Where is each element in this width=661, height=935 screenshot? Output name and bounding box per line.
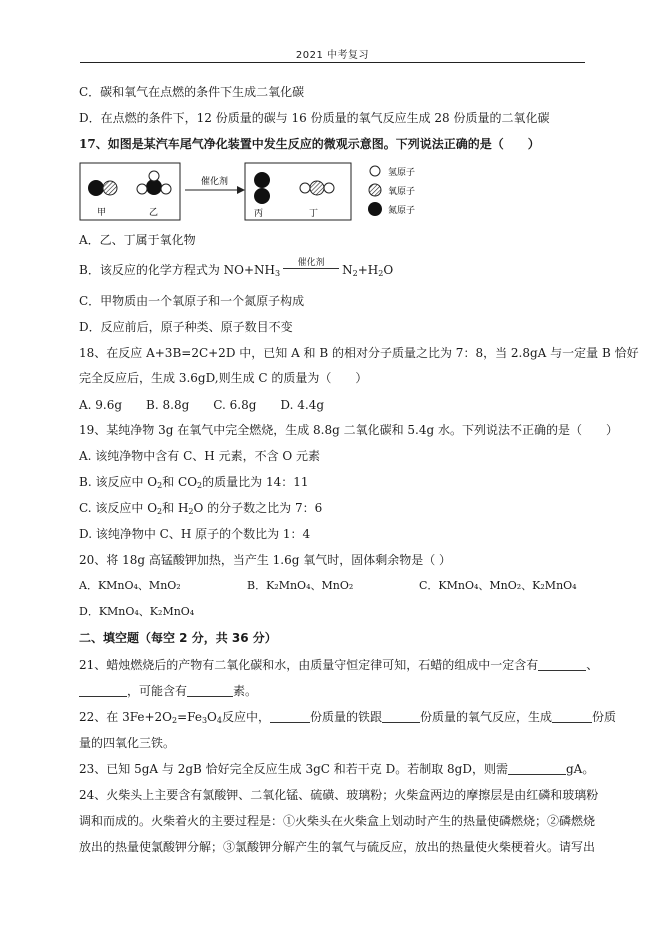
q19-option-b: B. 该反应中 $O_2$和 $CO_2$的质量比为 14：11 — [79, 475, 309, 490]
q21-blank-1 — [538, 658, 586, 671]
equation-catalyst-arrow: 催化剂 — [283, 263, 339, 279]
q17-option-b: B．该反应的化学方程式为 $NO+NH_3$ 催化剂 $N_2+H_2O$ — [79, 257, 394, 278]
bing-n-atom-top — [254, 172, 270, 188]
q17-option-c: C．甲物质由一个氧原子和一个氮原子构成 — [79, 294, 305, 308]
q19-option-d: D. 该纯净物中 C、H 原子的个数比为 1：4 — [79, 527, 311, 541]
q18-stem-line1: 18、在反应 A+3B=2C+2D 中，已知 A 和 B 的相对分子质量之比为 7：8，当 2.8gA 与一定量 B 恰好 — [79, 346, 639, 360]
legend-n-icon — [368, 202, 382, 216]
jia-n-atom — [88, 180, 104, 196]
q22-line1: 22、在 $3Fe+2O_2=Fe_3O_4$反应中， 份质量的铁跟 份质量的氧气反应，生成 份质 — [79, 710, 617, 725]
arrow-head — [237, 186, 245, 194]
q24-line2: 调和而成的。火柴着火的主要过程是：①火柴头在火柴盒上划动时产生的热量使磷燃烧；②磷燃烧 — [79, 814, 596, 828]
q20-option-c: C．KMnO₄、MnO₂、K₂MnO₄ — [419, 579, 577, 592]
jia-o-atom — [103, 181, 117, 195]
label-ding: 丁 — [309, 209, 319, 219]
legend-h-label: 氢原子 — [388, 168, 416, 178]
q20-option-b: B．K₂MnO₄、MnO₂ — [247, 579, 354, 592]
q21-blank-3 — [187, 684, 233, 697]
yi-h-atom-right — [161, 184, 171, 194]
reaction-diagram — [79, 160, 469, 222]
ding-h-atom-left — [300, 183, 310, 193]
page-header: 2021 中考复习 — [295, 50, 370, 61]
q20-option-d: D．KMnO₄、K₂MnO₄ — [79, 605, 195, 618]
q19-stem: 19、某纯净物 3g 在氧气中完全燃烧，生成 8.8g 二氧化碳和 5.4g 水。下列说法不正确的是（ ） — [79, 423, 619, 437]
q22-blank-1 — [270, 710, 310, 723]
q16-option-c: C．碳和氧气在点燃的条件下生成二氧化碳 — [79, 85, 305, 99]
q22-line2: 量的四氧化三铁。 — [79, 736, 176, 750]
label-bing: 丙 — [254, 209, 264, 219]
arrow-catalyst-label: 催化剂 — [201, 177, 229, 187]
q24-line3: 放出的热量使氯酸钾分解；③氯酸钾分解产生的氧气与硫反应，放出的热量使火柴梗着火。请写出 — [79, 840, 596, 854]
q17-option-d: D．反应前后，原子种类、原子数目不变 — [79, 320, 293, 334]
bing-n-atom-bottom — [254, 188, 270, 204]
section-2-title: 二、填空题（每空 2 分，共 36 分） — [79, 631, 277, 645]
yi-h-atom-left — [137, 184, 147, 194]
q16-option-d: D．在点燃的条件下，12 份质量的碳与 16 份质量的氧气反应生成 28 份质量的二氧化碳 — [79, 111, 550, 125]
legend-n-label: 氮原子 — [388, 206, 416, 216]
q18-stem-line2: 完全反应后，生成 3.6gD,则生成 C 的质量为（ ） — [79, 371, 368, 385]
q19-option-c: C. 该反应中 $O_2$和 $H_2O$ 的分子数之比为 7：6 — [79, 501, 323, 516]
header-rule — [80, 62, 585, 63]
q21-line1: 21、蜡烛燃烧后的产物有二氧化碳和水，由质量守恒定律可知，石蜡的组成中一定含有 、 — [79, 658, 599, 672]
q22-blank-3 — [552, 710, 592, 723]
q23-blank — [508, 762, 566, 775]
legend-h-icon — [370, 166, 380, 176]
q21-line2: ，可能含有 素。 — [79, 683, 257, 699]
q22-blank-2 — [382, 710, 420, 723]
label-yi: 乙 — [149, 208, 159, 218]
q24-line1: 24、火柴头上主要含有氯酸钾、二氧化锰、硫磺、玻璃粉；火柴盒两边的摩擦层是由红磷和玻璃粉 — [79, 788, 599, 802]
legend-o-label: 氧原子 — [388, 187, 416, 197]
q23-line: 23、已知 5gA 与 2gB 恰好完全反应生成 3gC 和若干克 D。若制取 8gD，则需 gA。 — [79, 762, 595, 776]
q17-stem: 17、如图是某汽车尾气净化装置中发生反应的微观示意图。下列说法正确的是（ ） — [79, 137, 540, 151]
label-jia: 甲 — [97, 208, 107, 218]
q19-option-a: A. 该纯净物中含有 C、H 元素，不含 O 元素 — [79, 449, 321, 463]
q20-stem: 20、将 18g 高锰酸钾加热，当产生 1.6g 氧气时，固体剩余物是（ ） — [79, 553, 452, 567]
ding-o-atom — [310, 181, 324, 195]
q18-options: A. 9.6g B. 8.8g C. 6.8g D. 4.4g — [79, 398, 325, 412]
q20-option-a: A．KMnO₄、MnO₂ — [79, 579, 181, 592]
q21-blank-2 — [79, 684, 127, 697]
yi-h-atom-top — [149, 171, 159, 181]
q17-option-a: A．乙、丁属于氧化物 — [79, 233, 196, 247]
ding-h-atom-right — [324, 183, 334, 193]
legend-o-icon — [369, 184, 381, 196]
